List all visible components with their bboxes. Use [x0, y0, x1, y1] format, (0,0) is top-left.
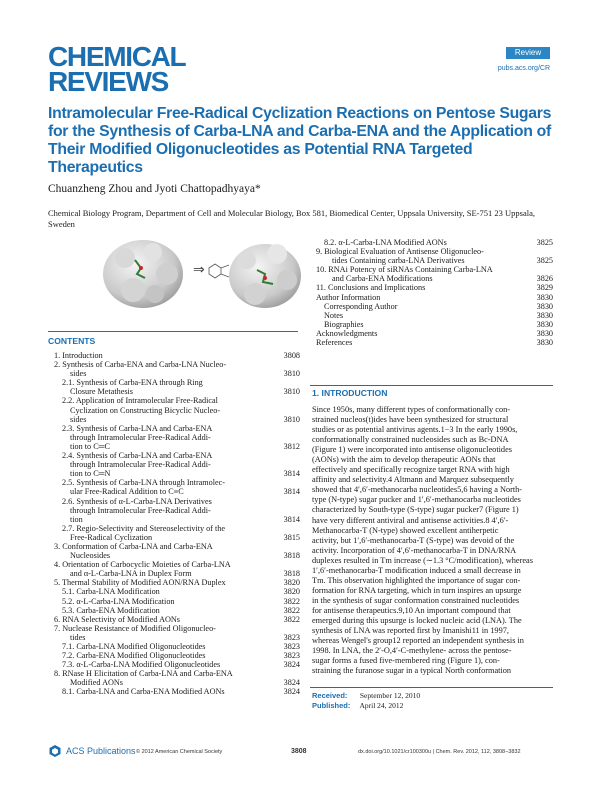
intro-line: strained nucleos(t)ides have been synthesized for structural — [312, 415, 509, 425]
toc-entry-text: Notes — [324, 310, 344, 320]
intro-line: 1998. In LNA, the 2′-O,4′-C-methylene- across the pentose- — [312, 646, 512, 656]
toc-entry-text: sides — [70, 369, 87, 379]
toc-entry-text: 2.2. Application of Intramolecular Free-Radical — [62, 396, 218, 406]
logo-line-2: REVIEWS — [48, 66, 169, 97]
article-title: Intramolecular Free-Radical Cyclization Reactions on Pentose Sugars for the Synthesis of Carba-LNA and Carba-ENA and the Application of Their Modified Oligonucleotides as Potential RNA Targeted Therapeutics — [48, 105, 552, 176]
intro-line: emerged during this upsurge is locked nucleic acid (LNA). The — [312, 615, 522, 625]
toc-entry-page: 3824 — [283, 660, 300, 670]
arrow-glyph: ⇒ — [193, 262, 205, 278]
toc-entry[interactable] — [48, 660, 300, 669]
toc-entry-text: 2.5. Synthesis of Carba-LNA through Intramolec- — [62, 478, 226, 488]
toc-entry — [48, 460, 300, 469]
intro-line: Tm. This observation highlighted the importance of sugar con- — [312, 575, 521, 585]
toc-entry[interactable] — [310, 329, 553, 338]
intro-line: activity. Incorporation of 4′,6′-methanocarba-T in DNA/RNA — [312, 545, 517, 555]
toc-entry-text: through Intramolecular Free-Radical Addi- — [70, 432, 211, 442]
received-label: Received: — [312, 691, 348, 700]
toc-entry-page: 3814 — [283, 469, 300, 479]
toc-entry-page: 3824 — [283, 678, 300, 688]
toc-entry-text: tion to C═C — [70, 441, 110, 451]
toc-entry-text: 5.3. Carba-ENA Modification — [62, 605, 160, 615]
toc-entry-page: 3810 — [283, 369, 300, 379]
toc-entry[interactable] — [310, 283, 553, 292]
toc-entry — [48, 360, 300, 369]
intro-line: (AONs) with the aim to develop therapeutic AONs that — [312, 455, 496, 465]
toc-entry-page: 3822 — [283, 605, 300, 615]
intro-line: straining the furanose sugar in a typical North conformation — [312, 666, 512, 676]
toc-entry-text: Modified AONs — [70, 678, 123, 688]
toc-entry — [48, 542, 300, 551]
toc-entry-text: through Intramolecular Free-Radical Addi- — [70, 460, 211, 470]
toc-entry-text: and α-L-Carba-LNA in Duplex Form — [70, 569, 192, 579]
intro-line: characterized by South-type (S-type) sugar pucker7 (Figure 1) — [312, 505, 519, 515]
toc-entry-page: 3830 — [536, 310, 553, 320]
intro-line: showed that 4′,6′-methanocarba nucleotides5,6 having a North- — [312, 485, 523, 495]
intro-line: affinity and selectivity.4 Altmann and Marquez subsequently — [312, 475, 514, 485]
toc-entry-text: 2.1. Synthesis of Carba-ENA through Ring — [62, 378, 203, 388]
toc-entry[interactable] — [48, 606, 300, 615]
toc-entry — [48, 524, 300, 533]
toc-entry-text: 5. Thermal Stability of Modified AON/RNA Duplex — [54, 578, 226, 588]
toc-entry-page: 3823 — [283, 651, 300, 661]
toc-entry-text: 9. Biological Evaluation of Antisense Oligonucleo- — [316, 247, 484, 257]
intro-body — [312, 405, 553, 676]
toc-entry — [48, 378, 300, 387]
toc-entry[interactable] — [48, 642, 300, 651]
toc-entry-page: 3824 — [283, 687, 300, 697]
intro-line: whereas Wengel's group12 reported an independent synthesis in — [312, 636, 524, 646]
right-protein-blob — [229, 244, 301, 308]
toc-entry-page: 3810 — [283, 414, 300, 424]
intro-heading: 1. INTRODUCTION — [312, 388, 388, 398]
toc-entry-text: Corresponding Author — [324, 301, 398, 311]
toc-entry-page: 3830 — [536, 328, 553, 338]
intro-line: activity, but 1′,6′-methanocarba-T (S-type) was devoid of the — [312, 535, 515, 545]
toc-entry-text: and Carba-ENA Modifications — [332, 274, 433, 284]
author-list: Chuanzheng Zhou and Jyoti Chattopadhyaya* — [48, 183, 261, 195]
toc-entry-text: 1. Introduction — [54, 351, 103, 360]
toc-entry-page: 3818 — [283, 569, 300, 579]
toc-entry-page: 3820 — [283, 587, 300, 597]
toc-entry[interactable] — [310, 320, 553, 329]
abstract-graphic — [95, 230, 305, 312]
toc-entry-text: 8.2. α-L-Carba-LNA Modified AONs — [324, 238, 447, 247]
toc-entry-text: 10. RNAi Potency of siRNAs Containing Carba-LNA — [316, 265, 493, 275]
toc-entry[interactable] — [48, 442, 300, 451]
toc-entry — [48, 451, 300, 460]
intro-line: studies or as potential antivirus agents.1−3 In the early 1990s, — [312, 425, 518, 435]
toc-entry — [310, 247, 553, 256]
toc-entry — [48, 669, 300, 678]
toc-entry — [48, 396, 300, 405]
molecule-sketch — [209, 264, 229, 278]
left-protein-blob — [103, 240, 183, 308]
toc-entry-page: 3812 — [283, 441, 300, 451]
toc-entry-text: sides — [70, 414, 87, 424]
acs-publications-text: ACS Publications — [66, 746, 136, 756]
published-row — [312, 701, 403, 710]
toc-entry — [48, 406, 300, 415]
acs-publications-logo — [48, 744, 136, 758]
toc-entry-text: 2.7. Regio-Selectivity and Stereoselectivity of the — [62, 523, 226, 533]
toc-entry-text: 8.1. Carba-LNA and Carba-ENA Modified AONs — [62, 687, 225, 697]
toc-entry[interactable] — [48, 533, 300, 542]
toc-entry-text: tides Containing carba-LNA Derivatives — [332, 256, 465, 266]
toc-entry-page: 3830 — [536, 301, 553, 311]
intro-line: 1′,6′-methanocarba-T modification induced a small decrease in — [312, 565, 521, 575]
toc-entry-page: 3814 — [283, 487, 300, 497]
toc-entry[interactable] — [48, 587, 300, 596]
toc-entry-page: 3830 — [536, 319, 553, 329]
toc-entry[interactable] — [48, 651, 300, 660]
intro-line: duplexes resulted in Tm increase (∼1.3 °C/modification), whereas — [312, 555, 533, 565]
toc-entry-text: Closure Metathesis — [70, 387, 133, 397]
toc-left-list — [48, 351, 300, 697]
footer-copyright: © 2012 American Chemical Society — [136, 749, 223, 755]
toc-entry[interactable] — [310, 293, 553, 302]
toc-entry[interactable] — [48, 615, 300, 624]
toc-entry — [48, 433, 300, 442]
intro-line: in the synthesis of sugar conformation constrained nucleotides — [312, 595, 520, 605]
toc-left — [48, 351, 300, 697]
toc-entry[interactable] — [310, 238, 553, 247]
dates-top-rule — [310, 687, 553, 688]
toc-entry-text: 3. Conformation of Carba-LNA and Carba-ENA — [54, 541, 213, 551]
toc-entry-page: 3818 — [283, 551, 300, 561]
received-date: September 12, 2010 — [359, 691, 421, 700]
toc-entry[interactable] — [48, 415, 300, 424]
toc-entry-text: 2.4. Synthesis of Carba-LNA and Carba-ENA — [62, 451, 213, 461]
toc-entry-page: 3825 — [536, 256, 553, 266]
toc-entry[interactable] — [310, 311, 553, 320]
intro-line: for antisense therapeutics.9,10 An important compound that — [312, 605, 511, 615]
toc-entry[interactable] — [48, 515, 300, 524]
toc-entry-text: tion to C═N — [70, 469, 111, 479]
toc-entry[interactable] — [48, 597, 300, 606]
toc-entry[interactable] — [310, 338, 553, 347]
toc-entry[interactable] — [48, 678, 300, 687]
footer-citation[interactable]: dx.doi.org/10.1021/cr100300u | Chem. Rev. 2012, 112, 3808−3832 — [358, 749, 521, 755]
toc-entry-page: 3808 — [283, 351, 300, 360]
toc-entry-text: 7. Nuclease Resistance of Modified Oligonucleo- — [54, 623, 216, 633]
published-label: Published: — [312, 701, 351, 710]
toc-entry[interactable] — [310, 274, 553, 283]
acs-hexagon-icon — [48, 744, 62, 758]
toc-entry — [48, 506, 300, 515]
footer-page-number: 3808 — [291, 748, 307, 755]
toc-entry — [48, 424, 300, 433]
toc-entry-text: 5.2. α-L-Carba-LNA Modification — [62, 596, 175, 606]
toc-entry[interactable] — [48, 551, 300, 560]
received-row — [312, 691, 420, 700]
protein-rna-illustration — [95, 230, 305, 312]
logo-line-1: CHEMICAL — [48, 41, 186, 72]
journal-logo — [48, 41, 188, 97]
toc-entry[interactable] — [310, 302, 553, 311]
toc-entry-text: tion — [70, 514, 83, 524]
toc-entry-page: 3815 — [283, 532, 300, 542]
intro-line: synthesis of LNA was reported first by Imanishi11 in 1997, — [312, 626, 509, 636]
toc-entry[interactable] — [48, 469, 300, 478]
toc-entry — [48, 624, 300, 633]
toc-entry-text: 7.3. α-L-Carba-LNA Modified Oligonucleotides — [62, 660, 221, 670]
toc-entry-text: through Intramolecular Free-Radical Addi- — [70, 505, 211, 515]
toc-entry-text: Author Information — [316, 292, 381, 302]
toc-entry-text: Nucleosides — [70, 551, 111, 561]
toc-entry[interactable] — [48, 687, 300, 696]
toc-entry-text: Cyclization on Constructing Bicyclic Nucleo- — [70, 405, 221, 415]
toc-entry-text: 2.6. Synthesis of α-L-Carba-LNA Derivatives — [62, 496, 212, 506]
toc-entry-page: 3825 — [536, 238, 553, 247]
toc-entry-page: 3822 — [283, 614, 300, 624]
intro-lines — [312, 405, 553, 676]
toc-entry-text: ular Free-Radical Addition to C≡C — [70, 487, 184, 497]
toc-entry[interactable] — [48, 387, 300, 396]
toc-entry-page: 3823 — [283, 632, 300, 642]
toc-entry-text: Biographies — [324, 319, 364, 329]
intro-line: Since 1950s, many different types of conformationally con- — [312, 405, 510, 414]
contents-top-rule — [48, 331, 298, 332]
toc-right-list — [310, 238, 553, 347]
intro-line: (Figure 1) were incorporated into antisense oligonucleotides — [312, 445, 512, 455]
toc-entry[interactable] — [310, 256, 553, 265]
toc-entry-text: 2. Synthesis of Carba-ENA and Carba-LNA Nucleo- — [54, 360, 227, 370]
toc-entry[interactable] — [48, 578, 300, 587]
intro-line: have very different antiviral and antisense activities.8 4′,6′- — [312, 515, 509, 525]
toc-entry-text: Acknowledgments — [316, 328, 378, 338]
toc-entry — [310, 265, 553, 274]
toc-entry[interactable] — [48, 369, 300, 378]
toc-entry — [48, 560, 300, 569]
toc-entry-page: 3820 — [283, 578, 300, 588]
toc-entry[interactable] — [48, 633, 300, 642]
intro-line: conformationally constrained nucleosides such as Bc-DNA — [312, 435, 509, 445]
toc-entry-page: 3814 — [283, 514, 300, 524]
intro-line: formation for RNA targeting, which in turn inspires an upsurge — [312, 585, 522, 595]
intro-line: type (N-type) sugar pucker and 1′,6′-methanocarba nucleotides — [312, 495, 521, 505]
toc-entry-text: Free-Radical Cyclization — [70, 532, 153, 542]
toc-entry-text: 11. Conclusions and Implications — [316, 283, 426, 293]
toc-entry[interactable] — [48, 487, 300, 496]
toc-entry-text: References — [316, 338, 353, 348]
toc-entry-page: 3823 — [283, 642, 300, 651]
intro-line: effectively and specifically recognize target RNA with high — [312, 465, 510, 475]
author-affiliation: Chemical Biology Program, Department of Cell and Molecular Biology, Box 581, Biomedical Center, Uppsala University, SE-751 23 Uppsala, Sweden — [48, 208, 535, 229]
toc-entry-page: 3810 — [283, 387, 300, 397]
toc-entry-page: 3822 — [283, 596, 300, 606]
article-type-badge: Review — [506, 47, 550, 59]
toc-entry-text: 2.3. Synthesis of Carba-LNA and Carba-ENA — [62, 423, 213, 433]
toc-entry[interactable] — [48, 569, 300, 578]
toc-entry — [48, 478, 300, 487]
toc-entry-page: 3830 — [536, 338, 553, 348]
toc-entry-text: 8. RNase H Elicitation of Carba-LNA and Carba-ENA — [54, 669, 233, 679]
toc-entry[interactable] — [48, 351, 300, 360]
intro-top-rule — [310, 385, 553, 386]
journal-url[interactable]: pubs.acs.org/CR — [497, 65, 550, 72]
intro-line: Methanocarba-T (N-type) showed excellent antiherpetic — [312, 525, 499, 535]
toc-entry-page: 3829 — [536, 283, 553, 293]
toc-entry-text: 7.1. Carba-LNA Modified Oligonucleotides — [62, 642, 206, 651]
intro-line: sugar forms a fused five-membered ring (Figure 1), con- — [312, 656, 500, 666]
toc-entry-text: tides — [70, 632, 86, 642]
contents-heading: CONTENTS — [48, 336, 96, 346]
toc-entry-page: 3830 — [536, 292, 553, 302]
toc-entry — [48, 497, 300, 506]
toc-entry-text: 6. RNA Selectivity of Modified AONs — [54, 614, 180, 624]
toc-entry-page: 3826 — [536, 274, 553, 284]
toc-entry-text: 5.1. Carba-LNA Modification — [62, 587, 160, 597]
published-date: April 24, 2012 — [359, 701, 404, 710]
toc-entry-text: 4. Orientation of Carbocyclic Moieties of Carba-LNA — [54, 560, 231, 570]
toc-right — [310, 238, 553, 347]
toc-entry-text: 7.2. Carba-ENA Modified Oligonucleotides — [62, 651, 206, 661]
